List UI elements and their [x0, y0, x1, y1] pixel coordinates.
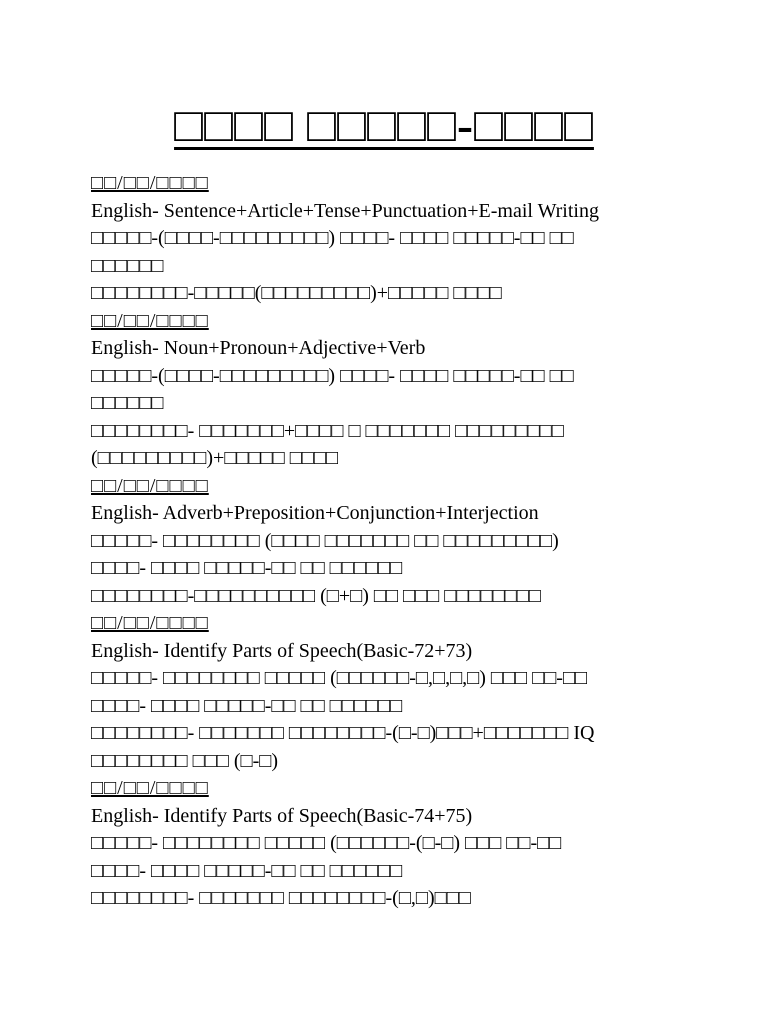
- day-date: □□/□□/□□□□: [91, 309, 209, 332]
- topic-line: □□□□□□□□-□□□□□(□□□□□□□□□)+□□□□□ □□□□: [91, 282, 502, 304]
- topic-line: □□□□- □□□□ □□□□□-□□ □□ □□□□□□: [91, 859, 403, 882]
- schedule-content: [91, 170, 691, 913]
- topic-line: □□□□- □□□□ □□□□□-□□ □□ □□□□□□: [91, 557, 403, 579]
- topic-line: □□□□□-(□□□□-□□□□□□□□□) □□□□- □□□□ □□□□□-□□ □□: [91, 227, 574, 249]
- english-topics: English- Noun+Pronoun+Adjective+Verb: [91, 337, 426, 359]
- day-entry-2: [91, 308, 691, 473]
- topic-line: □□□□□□□□-□□□□□□□□□□ (□+□) □□ □□□ □□□□□□□□: [91, 584, 541, 607]
- topic-line: □□□□□□□□- □□□□□□□ □□□□□□□□-(□,□)□□□: [91, 887, 471, 909]
- topic-line: □□□□□-(□□□□-□□□□□□□□□) □□□□- □□□□ □□□□□-□□ □□: [91, 364, 574, 387]
- topic-line: □□□□□- □□□□□□□□ □□□□□ (□□□□□□-(□-□) □□□ □□-□□: [91, 832, 562, 854]
- english-topics: English- Sentence+Article+Tense+Punctuation+E-mail Writing: [91, 199, 599, 222]
- day-date: □□/□□/□□□□: [91, 777, 209, 799]
- day-entry-3: [91, 473, 691, 611]
- english-topics: English- Adverb+Preposition+Conjunction+Interjection: [91, 502, 539, 524]
- day-date: □□/□□/□□□□: [91, 474, 209, 497]
- topic-line: (□□□□□□□□□)+□□□□□ □□□□: [91, 447, 339, 469]
- topic-line: □□□□□- □□□□□□□□ (□□□□ □□□□□□□ □□ □□□□□□□□□): [91, 529, 559, 552]
- topic-line: □□□□□□: [91, 392, 164, 414]
- topic-line: □□□□- □□□□ □□□□□-□□ □□ □□□□□□: [91, 694, 403, 717]
- document-title: □□□□ □□□□□-□□□□: [174, 99, 594, 152]
- day-date: □□/□□/□□□□: [91, 172, 209, 194]
- topic-line: □□□□□- □□□□□□□□ □□□□□ (□□□□□□-□,□,□,□) □□□ □□-□□: [91, 667, 588, 689]
- english-topics: English- Identify Parts of Speech(Basic-72+73): [91, 639, 473, 662]
- day-date: □□/□□/□□□□: [91, 612, 209, 634]
- day-entry-4: [91, 610, 691, 775]
- english-topics: English- Identify Parts of Speech(Basic-74+75): [91, 804, 473, 827]
- topic-line: □□□□□□: [91, 254, 164, 277]
- day-entry-1: [91, 170, 691, 308]
- topic-line: □□□□□□□□ □□□ (□-□): [91, 749, 279, 772]
- day-entry-5: [91, 775, 691, 913]
- topic-line: □□□□□□□□- □□□□□□□+□□□□ □ □□□□□□□ □□□□□□□□□: [91, 419, 564, 442]
- topic-line: □□□□□□□□- □□□□□□□ □□□□□□□□-(□-□)□□□+□□□□□□□ IQ: [91, 722, 595, 744]
